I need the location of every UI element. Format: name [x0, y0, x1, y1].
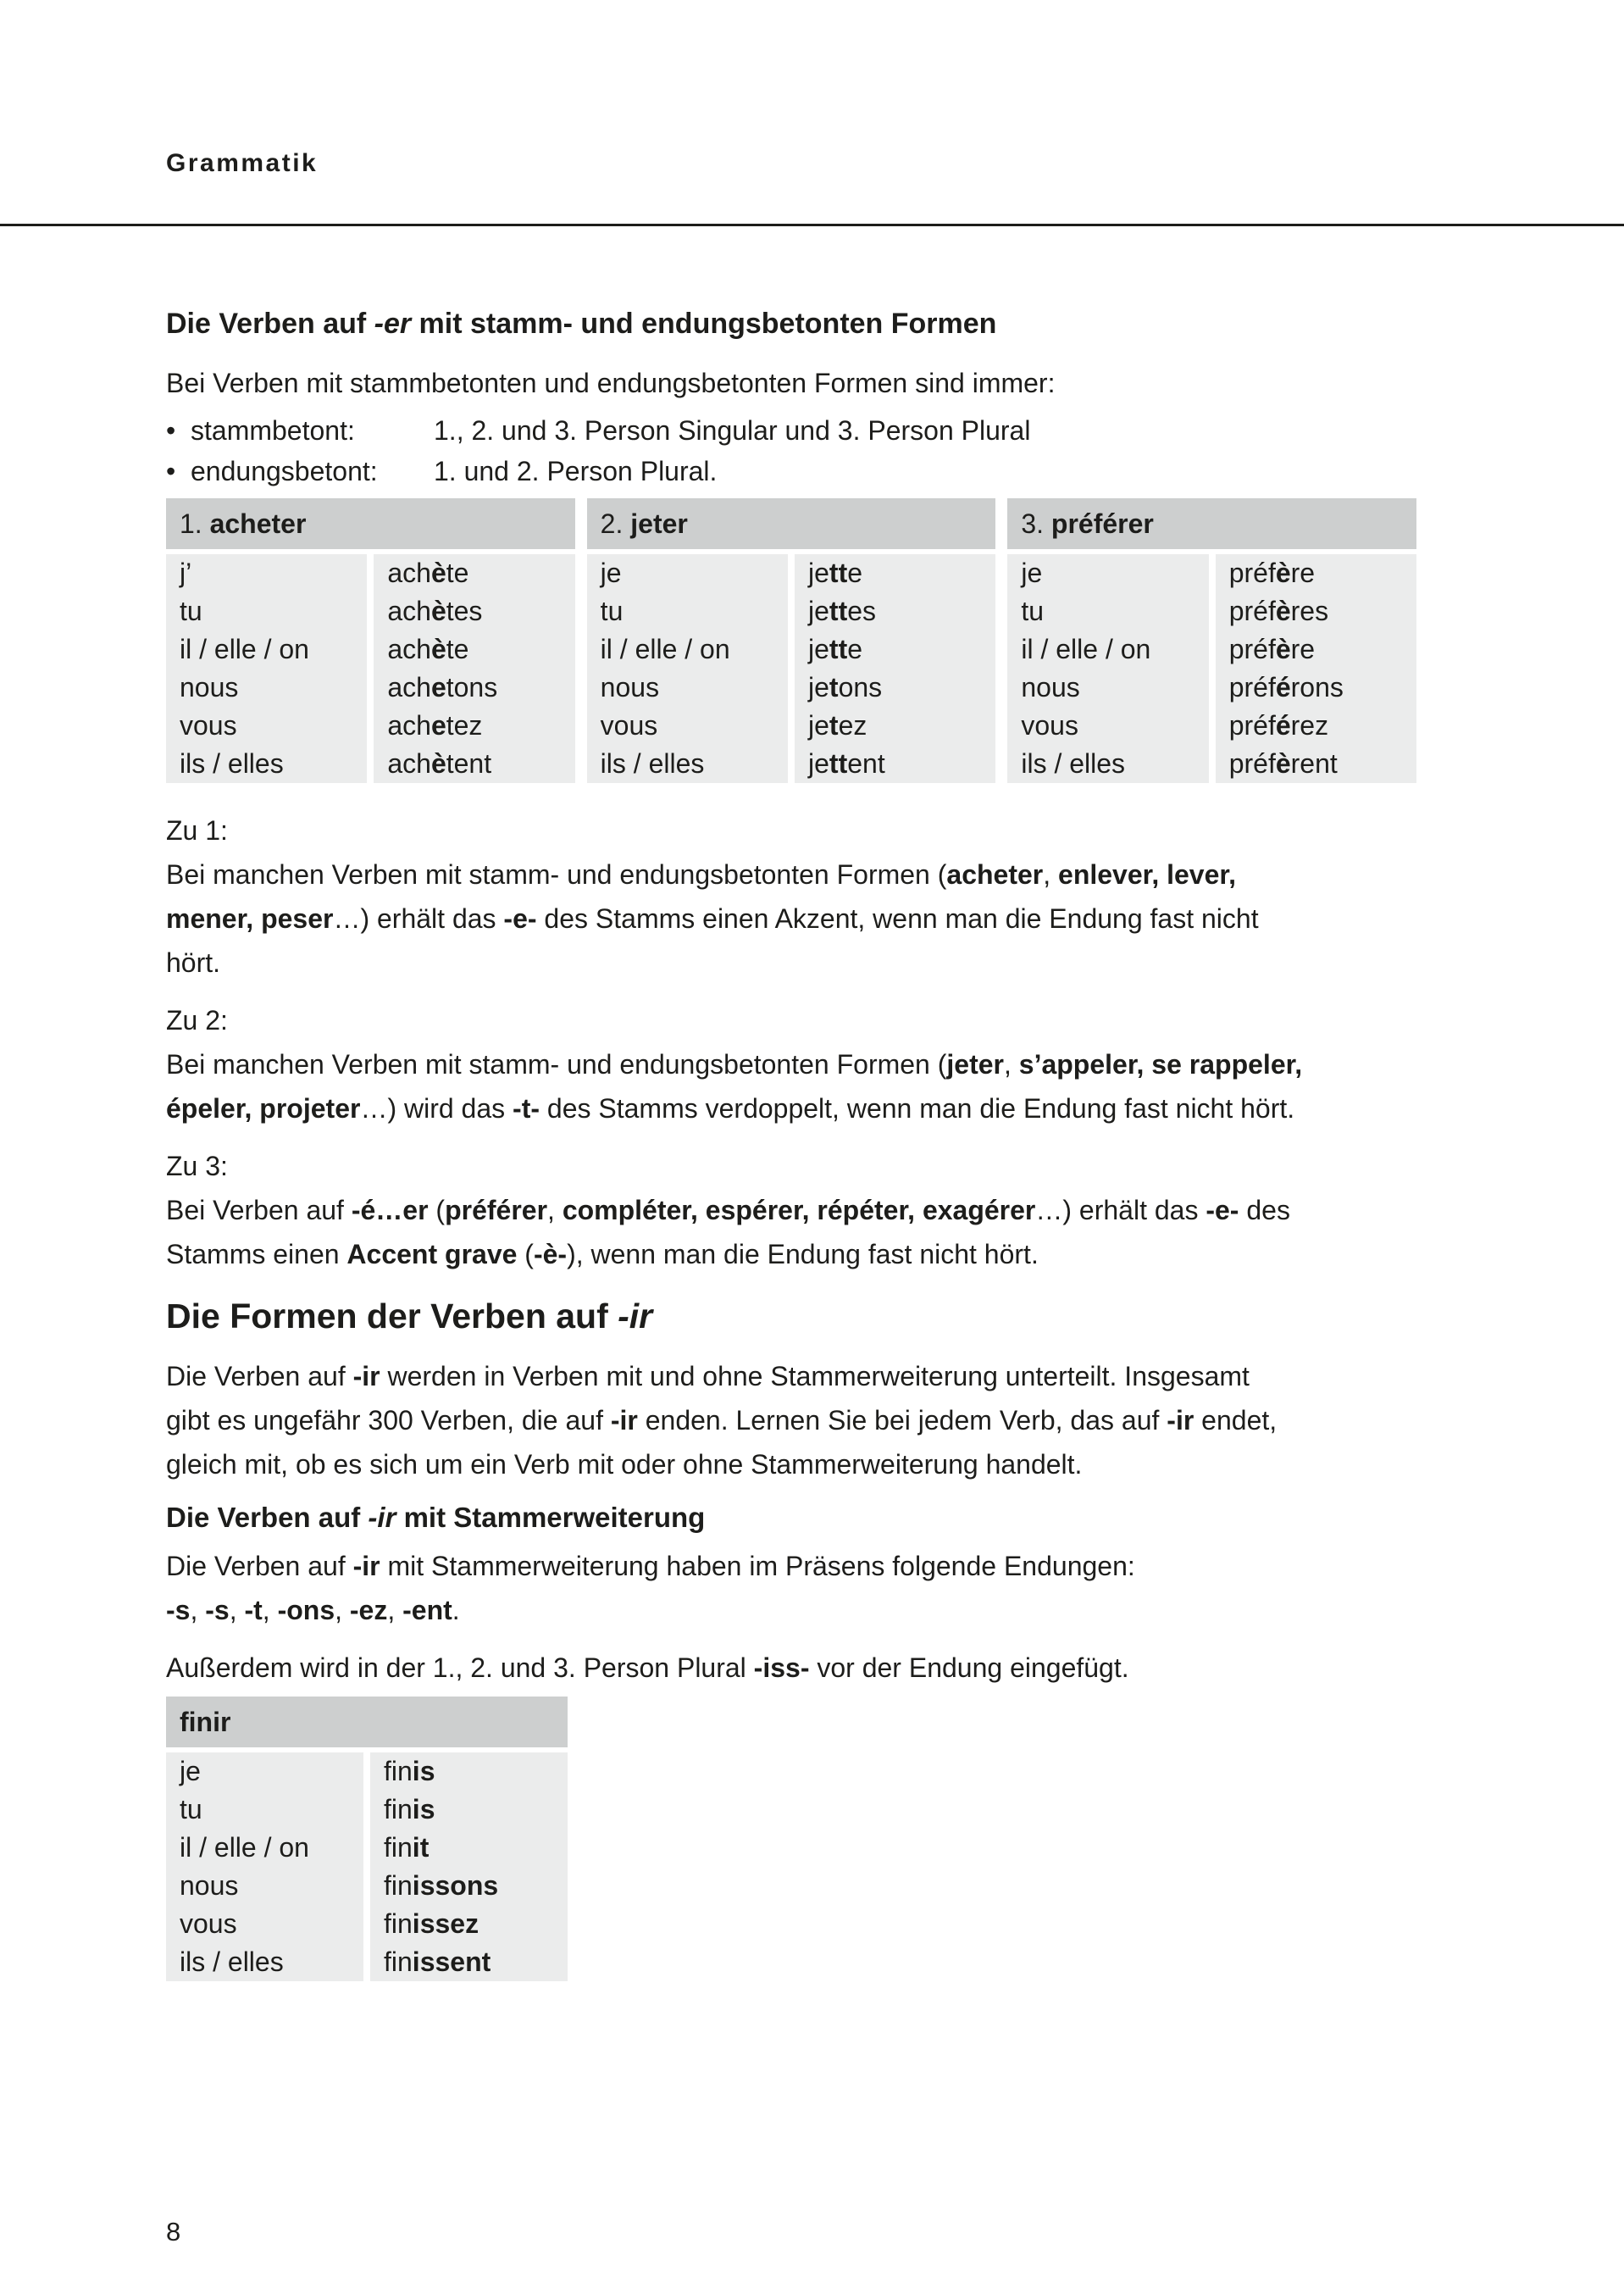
pronoun-cell: nous [600, 672, 660, 703]
subsection-title-ir-stammerweiterung [166, 1500, 1428, 1536]
text-line: Bei manchen Verben mit stamm- und endungsbetonten Formen (acheter, enlever, lever, [166, 859, 1236, 890]
note-body [166, 1188, 1428, 1276]
form-cell: préfère [1228, 634, 1316, 664]
paragraph-ir-intro [166, 1354, 1428, 1486]
pronoun-cell: tu [180, 1794, 202, 1824]
verb-number: 2. [600, 508, 624, 539]
bullet-list [166, 410, 1428, 491]
bullet-item-stammbetont [166, 410, 1428, 451]
bullet-glyph: • [166, 456, 176, 486]
pronoun-cell: vous [180, 1908, 237, 1939]
bullet-item-endungsbetont [166, 451, 1428, 491]
conj-group-header [166, 498, 575, 549]
text-line: Die Verben auf -er mit stamm- und endungsbetonten Formen [166, 308, 997, 340]
form-cell: jettent [808, 748, 885, 779]
pronoun-cell: vous [1021, 710, 1078, 741]
form-cell: jetons [808, 672, 883, 703]
intro-paragraph [166, 361, 1428, 405]
conjugation-table-finir [166, 1697, 568, 1981]
pronoun-cell: je [600, 558, 622, 588]
text-line: Die Verben auf -ir mit Stammerweiterung haben im Präsens folgende Endungen: [166, 1551, 1135, 1581]
text-line: Die Formen der Verben auf -ir [166, 1297, 653, 1336]
pronoun-cell: vous [180, 710, 237, 741]
text-line: hört. [166, 947, 221, 978]
form-cell: finissez [384, 1908, 479, 1939]
paragraph-ausserdem [166, 1646, 1428, 1690]
page-number: 8 [166, 2217, 181, 2246]
form-cell: jette [808, 634, 863, 664]
verb-infinitive: finir [180, 1707, 231, 1737]
pronoun-cell: vous [600, 710, 658, 741]
section-title-ir-verbs [166, 1295, 1428, 1337]
pronoun-column [1007, 554, 1208, 783]
pronoun-column [166, 1752, 363, 1981]
form-cell: finit [384, 1832, 430, 1863]
form-cell: achète [387, 558, 469, 588]
note-body [166, 852, 1428, 985]
conj-group-header [166, 1697, 568, 1747]
form-cell: achetez [387, 710, 483, 741]
form-cell: achète [387, 634, 469, 664]
note-zu-2 [166, 998, 1428, 1130]
conjugation-table-er [166, 498, 1416, 783]
bullet-text: 1. und 2. Person Plural. [434, 456, 718, 486]
text-line: gleich mit, ob es sich um ein Verb mit oder ohne Stammerweiterung handelt. [166, 1449, 1083, 1480]
pronoun-cell: tu [600, 596, 624, 626]
pronoun-cell: il / elle / on [180, 634, 309, 664]
text-line: Die Verben auf -ir werden in Verben mit und ohne Stammerweiterung unterteilt. Insgesamt [166, 1361, 1250, 1391]
form-cell: finissent [384, 1946, 491, 1977]
conj-group-body [1007, 554, 1416, 783]
text-line: gibt es ungefähr 300 Verben, die auf -ir enden. Lernen Sie bei jedem Verb, das auf -ir endet, [166, 1405, 1278, 1436]
pronoun-cell: je [1021, 558, 1043, 588]
pronoun-cell: tu [180, 596, 202, 626]
section-title-er-verbs [166, 307, 1428, 341]
form-cell: finis [384, 1756, 435, 1786]
conj-group-finir [166, 1697, 568, 1981]
conj-group-header [1007, 498, 1416, 549]
page-content [166, 228, 1428, 1981]
text-line: Außerdem wird in der 1., 2. und 3. Person Plural -iss- vor der Endung eingefügt. [166, 1652, 1129, 1683]
bullet-text: 1., 2. und 3. Person Singular und 3. Person Plural [434, 415, 1031, 446]
note-label: Zu 1: [166, 815, 228, 846]
pronoun-cell: nous [180, 672, 239, 703]
forms-column [795, 554, 995, 783]
pronoun-cell: tu [1021, 596, 1045, 626]
text-line: Die Verben auf -ir mit Stammerweiterung [166, 1502, 706, 1533]
forms-column [374, 554, 574, 783]
note-body [166, 1042, 1428, 1130]
pronoun-cell: ils / elles [1021, 748, 1126, 779]
form-cell: préfèrent [1228, 748, 1338, 779]
paragraph-endungen [166, 1544, 1428, 1632]
pronoun-cell: ils / elles [180, 1946, 284, 1977]
pronoun-cell: ils / elles [600, 748, 705, 779]
verb-infinitive: jeter [630, 508, 688, 539]
text-line: Bei manchen Verben mit stamm- und endungsbetonten Formen (jeter, s’appeler, se rappeler, [166, 1049, 1303, 1080]
conj-group-preferer [1007, 498, 1416, 783]
conj-group-jeter [587, 498, 996, 783]
pronoun-cell: il / elle / on [600, 634, 730, 664]
verb-infinitive: acheter [209, 508, 307, 539]
bullet-label: stammbetont: [191, 415, 355, 446]
form-cell: achètes [387, 596, 483, 626]
form-cell: achètent [387, 748, 492, 779]
pronoun-cell: j’ [180, 558, 192, 588]
form-cell: préférez [1228, 710, 1329, 741]
form-cell: finissons [384, 1870, 499, 1901]
text-line: Bei Verben mit stammbetonten und endungsbetonten Formen sind immer: [166, 368, 1056, 398]
conj-group-body [587, 554, 996, 783]
conj-group-header [587, 498, 996, 549]
form-cell: jette [808, 558, 863, 588]
pronoun-cell: ils / elles [180, 748, 284, 779]
conj-group-body [166, 554, 575, 783]
verb-number: 1. [180, 508, 202, 539]
form-cell: jetez [808, 710, 867, 741]
verb-number: 3. [1021, 508, 1045, 539]
note-label: Zu 3: [166, 1151, 228, 1181]
text-line: épeler, projeter…) wird das -t- des Stamms verdoppelt, wenn man die Endung fast nicht hört. [166, 1093, 1295, 1124]
pronoun-column [587, 554, 788, 783]
bullet-label: endungsbetont: [191, 456, 378, 486]
note-zu-3 [166, 1144, 1428, 1276]
form-cell: préfère [1228, 558, 1316, 588]
forms-column [370, 1752, 568, 1981]
conj-group-body [166, 1752, 568, 1981]
form-cell: préfères [1228, 596, 1329, 626]
forms-column [1216, 554, 1416, 783]
verb-infinitive: préférer [1050, 508, 1154, 539]
form-cell: jettes [808, 596, 877, 626]
form-cell: préférons [1228, 672, 1344, 703]
text-line: Bei Verben auf -é…er (préférer, compléter, espérer, répéter, exagérer…) erhält das -e- des [166, 1195, 1290, 1225]
text-line: -s, -s, -t, -ons, -ez, -ent. [166, 1595, 460, 1625]
pronoun-cell: nous [180, 1870, 239, 1901]
pronoun-cell: nous [1021, 672, 1080, 703]
form-cell: finis [384, 1794, 435, 1824]
form-cell: achetons [387, 672, 498, 703]
text-line: mener, peser…) erhält das -e- des Stamms einen Akzent, wenn man die Endung fast nicht [166, 903, 1259, 934]
pronoun-cell: il / elle / on [180, 1832, 309, 1863]
conj-group-acheter [166, 498, 575, 783]
text-line: Stamms einen Accent grave (-è-), wenn man die Endung fast nicht hört. [166, 1239, 1039, 1269]
pronoun-column [166, 554, 367, 783]
bullet-glyph: • [166, 415, 176, 446]
header-rule [0, 224, 1624, 226]
pronoun-cell: il / elle / on [1021, 634, 1151, 664]
pronoun-cell: je [180, 1756, 201, 1786]
note-zu-1 [166, 808, 1428, 985]
note-label: Zu 2: [166, 1005, 228, 1036]
running-head: Grammatik [166, 149, 319, 177]
